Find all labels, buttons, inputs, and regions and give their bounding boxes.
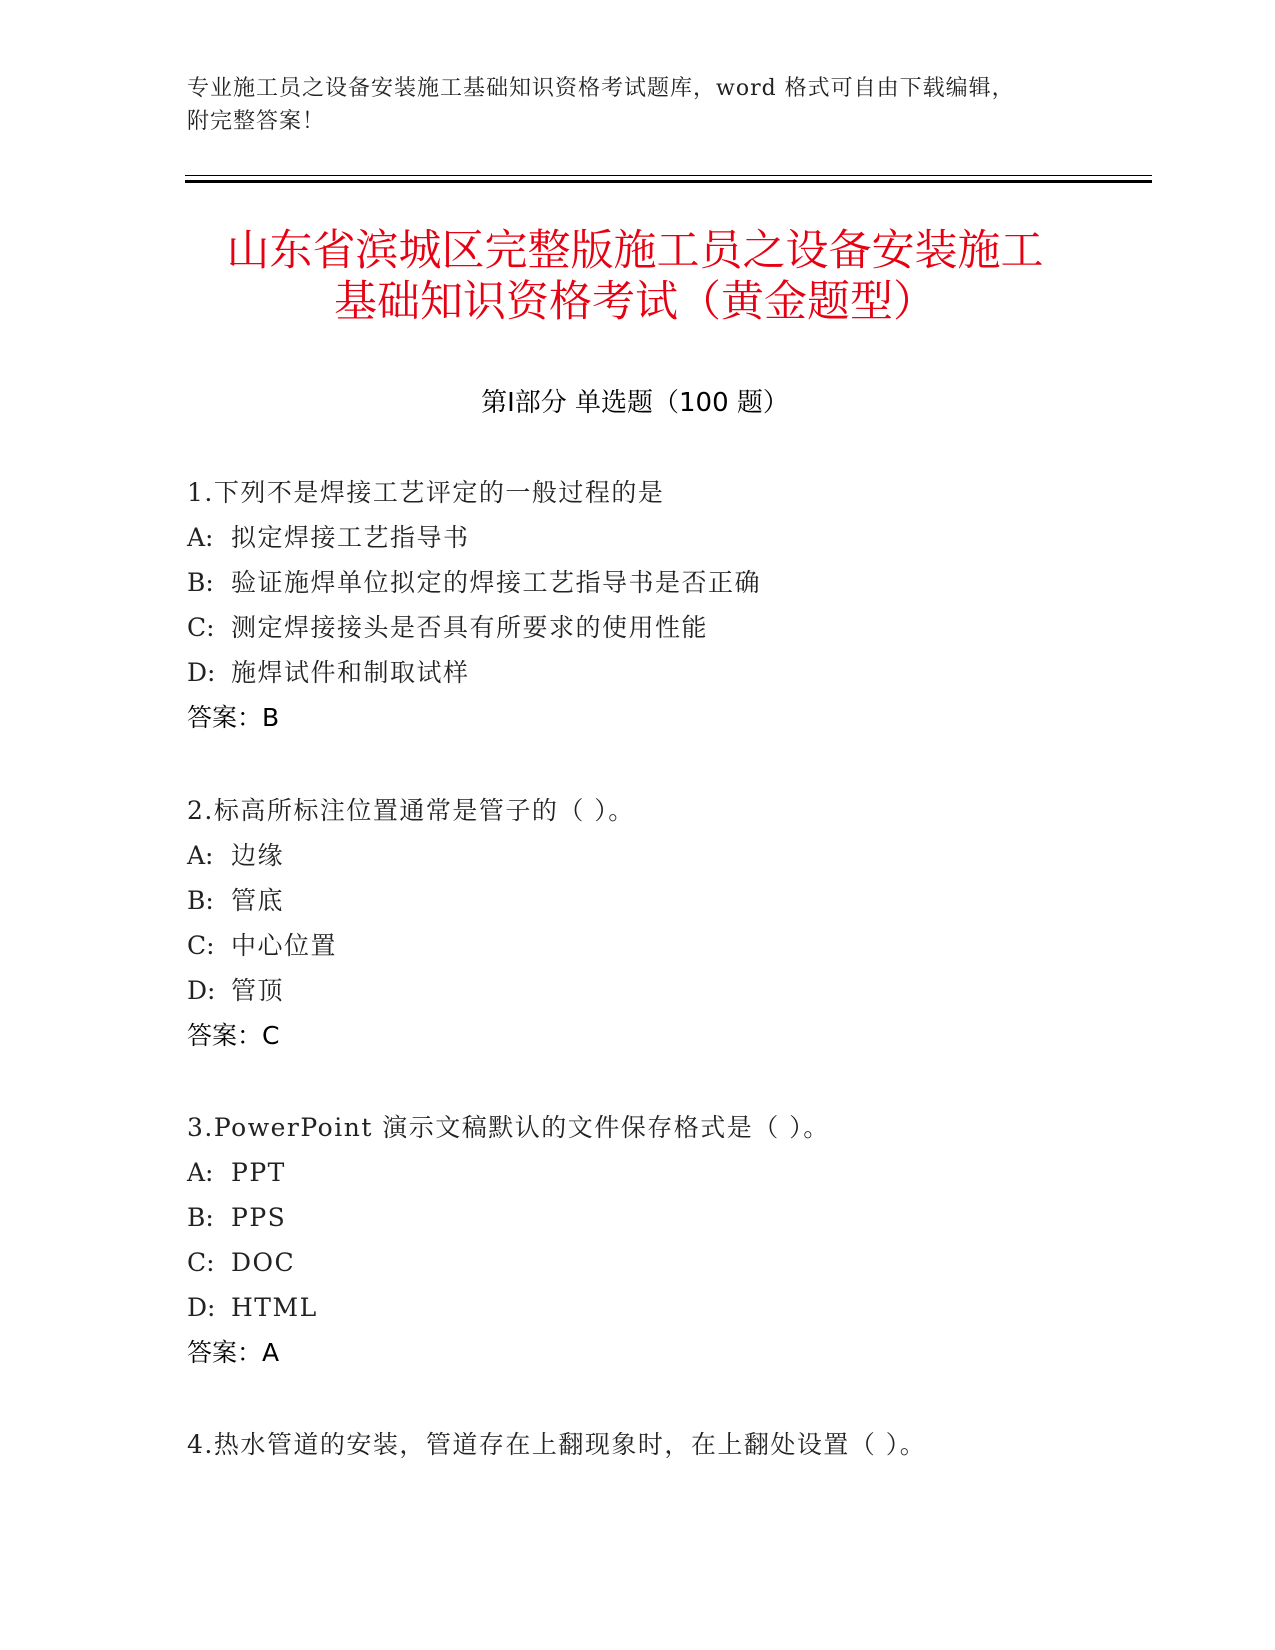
answer: 答案：C	[187, 1021, 280, 1050]
option-label: B:	[187, 1203, 214, 1232]
question-1	[187, 470, 1137, 740]
option-text: 中心位置	[231, 931, 338, 960]
option-text: 验证施焊单位拟定的焊接工艺指导书是否正确	[231, 568, 762, 597]
header-divider-thin	[185, 175, 1152, 176]
option-label: B:	[187, 886, 214, 915]
header-note-line-1: 专业施工员之设备安装施工基础知识资格考试题库，word 格式可自由下载编辑，	[187, 76, 1015, 101]
option-label: A:	[187, 523, 214, 552]
option-d	[187, 968, 1137, 1013]
option-b	[187, 560, 1137, 605]
option-label: D:	[187, 1293, 216, 1322]
option-text: 施焊试件和制取试样	[231, 658, 470, 687]
question-stem: 3.PowerPoint 演示文稿默认的文件保存格式是（ ）。	[187, 1113, 830, 1142]
question-stem: 4.热水管道的安装，管道存在上翻现象时，在上翻处设置（ ）。	[187, 1430, 927, 1459]
option-c	[187, 923, 1137, 968]
header-note-line-2: 附完整答案！	[187, 109, 326, 134]
option-c	[187, 605, 1137, 650]
option-label: A:	[187, 1158, 214, 1187]
option-label: A:	[187, 841, 214, 870]
option-a	[187, 1150, 1137, 1195]
option-text: PPT	[231, 1158, 286, 1187]
document-title-line-2: 基础知识资格考试（黄金题型）	[334, 277, 936, 327]
option-text: 边缘	[231, 841, 285, 870]
option-a	[187, 833, 1137, 878]
option-text: 管顶	[231, 976, 285, 1005]
option-label: C:	[187, 1248, 215, 1277]
question-stem: 2.标高所标注位置通常是管子的（ ）。	[187, 796, 635, 825]
document-title-line-1: 山东省滨城区完整版施工员之设备安装施工	[226, 226, 1044, 276]
option-c	[187, 1240, 1137, 1285]
answer: 答案：A	[187, 1338, 280, 1367]
option-label: D:	[187, 658, 216, 687]
document-title	[185, 226, 1085, 328]
option-b	[187, 878, 1137, 923]
question-4	[187, 1422, 1137, 1467]
option-text: PPS	[231, 1203, 287, 1232]
question-stem: 1.下列不是焊接工艺评定的一般过程的是	[187, 478, 665, 507]
option-label: D:	[187, 976, 216, 1005]
option-text: 测定焊接接头是否具有所要求的使用性能	[231, 613, 709, 642]
option-a	[187, 515, 1137, 560]
question-2	[187, 788, 1137, 1058]
option-d	[187, 650, 1137, 695]
answer: 答案：B	[187, 703, 280, 732]
option-label: B:	[187, 568, 214, 597]
header-divider-thick	[185, 180, 1152, 183]
question-3	[187, 1105, 1137, 1375]
section-heading: 第Ⅰ部分 单选题（100 题）	[481, 388, 789, 418]
option-text: DOC	[231, 1248, 296, 1277]
header-note	[187, 72, 1087, 138]
option-label: C:	[187, 613, 215, 642]
option-label: C:	[187, 931, 215, 960]
option-text: HTML	[231, 1293, 318, 1322]
option-b	[187, 1195, 1137, 1240]
option-text: 拟定焊接工艺指导书	[231, 523, 470, 552]
option-text: 管底	[231, 886, 285, 915]
option-d	[187, 1285, 1137, 1330]
